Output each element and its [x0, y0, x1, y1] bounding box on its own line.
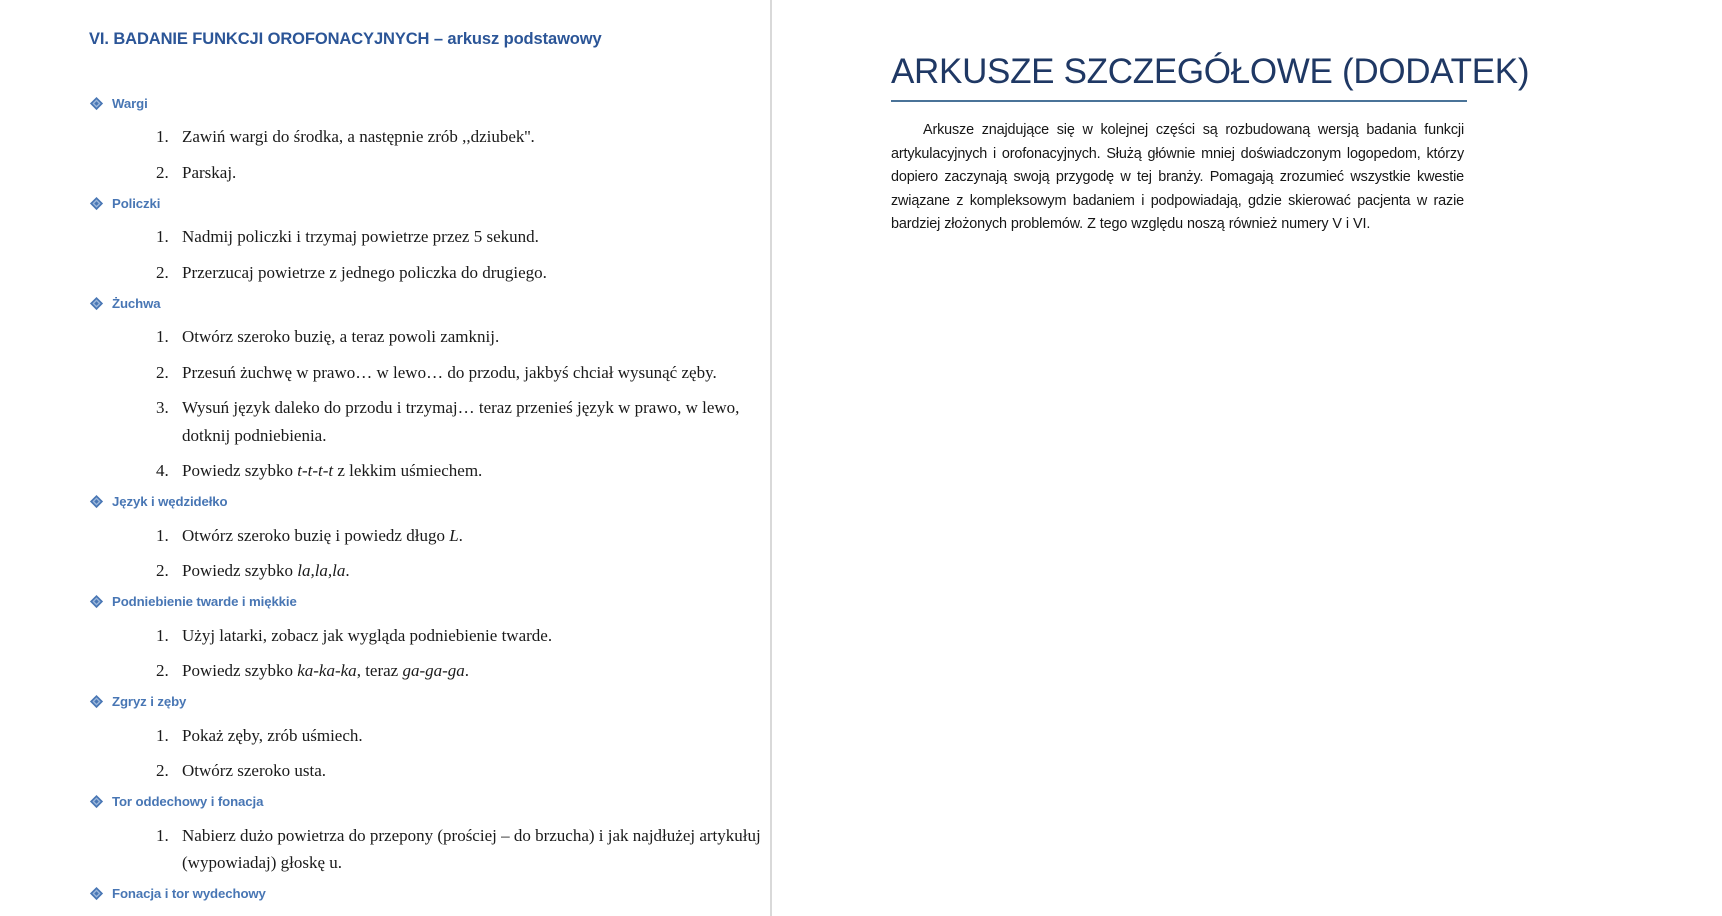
list-item [0, 359, 770, 387]
list-item [0, 657, 770, 685]
list-item-text: Powiedz szybko ka-ka-ka, teraz ga-ga-ga. [182, 661, 470, 680]
list-item-number: 4. [156, 461, 169, 480]
numbered-list [0, 822, 770, 877]
section-heading [0, 882, 770, 906]
list-item-number: 2. [156, 262, 169, 282]
list-item-text: Zawiń wargi do środka, a następnie zrób ,,dziubek''. [182, 127, 535, 146]
list-item [0, 394, 770, 449]
section-title: Tor oddechowy i fonacja [112, 794, 264, 809]
section-heading [0, 91, 770, 115]
diamond-icon [89, 594, 104, 609]
right-page [772, 0, 1722, 916]
list-item [0, 223, 770, 251]
list-item [0, 622, 770, 650]
diamond-icon [89, 694, 104, 709]
list-item-number: 2. [156, 362, 169, 382]
list-item-text: Użyj latarki, zobacz jak wygląda podniebienie twarde. [182, 625, 553, 645]
section [0, 291, 770, 485]
section-heading [0, 690, 770, 714]
section-heading [0, 191, 770, 215]
section-heading [0, 790, 770, 814]
list-item-text: Parskaj. [182, 162, 237, 182]
appendix-paragraph: Arkusze znajdujące się w kolejnej części są rozbudowaną wersją badania funkcji artykulacyjnych i orofonacyjnych. Służą głównie mniej doświadczonym logopedom, którzy dopiero zaczynają swoją przygodę w tej branży. Pomagają zrozumieć wszystkie kwestie związane z kompleksowym badaniem i podpowiadają, gdzie skierować pacjenta w razie bardziej złożonych problemów. Z tego względu noszą również numery V i VI. [891, 122, 1464, 232]
numbered-list [0, 223, 770, 286]
section-title: Zgryz i zęby [112, 694, 187, 709]
list-item-text: Otwórz szeroko buzię i powiedz długo L. [182, 525, 463, 545]
list-item-text: Nadmij policzki i trzymaj powietrze przez 5 sekund. [182, 227, 539, 246]
diamond-icon [89, 296, 104, 311]
diamond-icon [89, 886, 104, 901]
section-title: Policzki [112, 195, 161, 211]
numbered-list [0, 522, 770, 585]
title-underline-rule [891, 100, 1467, 102]
section [0, 191, 770, 286]
list-item-text: Przerzucaj powietrze z jednego policzka do drugiego. [182, 262, 547, 282]
diamond-icon [89, 794, 104, 809]
list-item-number: 2. [156, 561, 169, 580]
numbered-list [0, 123, 770, 186]
list-item-text: Powiedz szybko la,la,la. [182, 561, 350, 580]
section [0, 882, 770, 906]
list-item [0, 722, 770, 750]
list-item [0, 757, 770, 785]
diamond-icon [89, 494, 104, 509]
numbered-list [0, 323, 770, 485]
section-heading [0, 590, 770, 614]
section-title: Fonacja i tor wydechowy [112, 886, 266, 901]
section-heading [0, 291, 770, 315]
list-item-text: Powiedz szybko t-t-t-t z lekkim uśmiechem. [182, 461, 483, 480]
list-item [0, 159, 770, 187]
page-title: VI. BADANIE FUNKCJI OROFONACYJNYCH – arkusz podstawowy [89, 30, 602, 48]
list-item-number: 2. [156, 162, 169, 182]
section [0, 590, 770, 685]
list-item-number: 1. [156, 127, 169, 146]
list-item [0, 822, 770, 877]
appendix-title: ARKUSZE SZCZEGÓŁOWE (DODATEK) [891, 52, 1530, 91]
list-item [0, 557, 770, 585]
section-title: Żuchwa [112, 295, 161, 311]
list-item-number: 1. [156, 725, 169, 745]
numbered-list [0, 622, 770, 685]
section [0, 690, 770, 785]
section-title: Wargi [112, 95, 148, 111]
list-item-number: 3. [156, 398, 169, 417]
list-item-number: 2. [156, 661, 169, 680]
diamond-icon [89, 96, 104, 111]
list-item-text: Pokaż zęby, zrób uśmiech. [182, 725, 363, 745]
list-item [0, 522, 770, 550]
list-item [0, 457, 770, 485]
list-item-text: Wysuń język daleko do przodu i trzymaj… teraz przenieś język w prawo, w lewo, dotknij podniebienia. [182, 398, 740, 445]
diamond-icon [89, 196, 104, 211]
list-item-text: Otwórz szeroko buzię, a teraz powoli zamknij. [182, 327, 500, 346]
section-title: Podniebienie twarde i miękkie [112, 594, 297, 609]
left-page [0, 0, 770, 916]
list-item-text: Otwórz szeroko usta. [182, 761, 326, 780]
list-item-number: 1. [156, 227, 169, 246]
list-item-number: 1. [156, 525, 169, 545]
section [0, 790, 770, 877]
list-item [0, 123, 770, 151]
list-item [0, 323, 770, 351]
section-list [0, 86, 770, 906]
section-heading [0, 490, 770, 514]
list-item-number: 1. [156, 625, 169, 645]
list-item [0, 259, 770, 287]
section [0, 91, 770, 186]
numbered-list [0, 722, 770, 785]
list-item-text: Przesuń żuchwę w prawo… w lewo… do przodu, jakbyś chciał wysunąć zęby. [182, 362, 717, 382]
list-item-number: 2. [156, 761, 169, 780]
section [0, 490, 770, 585]
list-item-number: 1. [156, 825, 169, 845]
list-item-text: Nabierz dużo powietrza do przepony (prościej – do brzucha) i jak najdłużej artykułuj (wypowiadaj) głoskę u. [182, 825, 761, 872]
list-item-number: 1. [156, 327, 169, 346]
section-title: Język i wędzidełko [112, 494, 228, 509]
